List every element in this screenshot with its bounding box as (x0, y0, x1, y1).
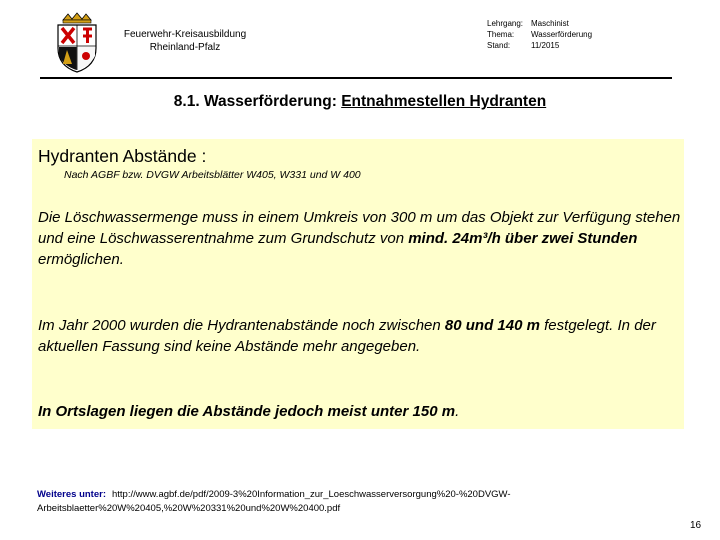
meta-row-thema (487, 29, 592, 40)
p3-emphasis: In Ortslagen liegen die Abstände jedoch meist unter 150 m (38, 403, 456, 420)
organization-name (110, 28, 260, 54)
p1-text: Die Löschwassermenge muss in einem Umkreis von 300 m um das Objekt zur Verfügung stehen und eine Löschwasserentnahme zum Grundschutz von (38, 209, 681, 247)
content-heading: Hydranten Abstände : (38, 146, 207, 166)
further-info-label: Weiteres unter: (37, 489, 106, 500)
meta-value: Wasserförderung (531, 30, 593, 39)
meta-row-lehrgang (487, 18, 592, 29)
slide-title (0, 93, 720, 111)
p1-text-end: ermöglichen. (38, 251, 124, 268)
meta-label: Stand: (487, 41, 511, 50)
p2-text: Im Jahr 2000 wurden die Hydrantenabstände noch zwischen (38, 317, 445, 334)
rheinland-pfalz-coat-of-arms-icon (54, 12, 100, 74)
further-info (37, 488, 677, 516)
title-prefix: 8.1. Wasserförderung: (173, 93, 342, 110)
page-number: 16 (690, 520, 702, 531)
meta-label: Thema: (487, 30, 515, 39)
content-box (32, 139, 684, 429)
meta-row-stand (487, 40, 592, 51)
meta-label: Lehrgang: (487, 19, 524, 28)
title-underlined: Entnahmestellen Hydranten (341, 93, 547, 110)
header-divider (40, 77, 672, 79)
paragraph-water-quantity (38, 207, 682, 270)
org-line-2: Rheinland-Pfalz (149, 42, 221, 53)
meta-value: 11/2015 (531, 41, 560, 50)
paragraph-built-up-areas (38, 401, 682, 422)
org-line-1: Feuerwehr-Kreisausbildung (123, 29, 247, 40)
p1-emphasis: mind. 24m³/h über zwei Stunden (408, 230, 638, 247)
further-info-link[interactable]: http://www.agbf.de/pdf/2009-3%20Information_zur_Loeschwasserversorgung%20-%20DVGW-Arbeitsblaetter%20W%20405,%20W%20331%20und%20W%20400.pdf (37, 489, 511, 514)
source-note: Nach AGBF bzw. DVGW Arbeitsblätter W405, W331 und W 400 (64, 169, 361, 181)
p3-text-end: . (455, 403, 460, 420)
p2-text-end: festgelegt. In der aktuellen Fassung sind keine Abstände mehr angegeben. (38, 317, 656, 355)
paragraph-hydrant-distances (38, 315, 682, 357)
p2-emphasis: 80 und 140 m (444, 317, 540, 334)
course-meta (487, 18, 592, 51)
meta-value: Maschinist (531, 19, 569, 28)
